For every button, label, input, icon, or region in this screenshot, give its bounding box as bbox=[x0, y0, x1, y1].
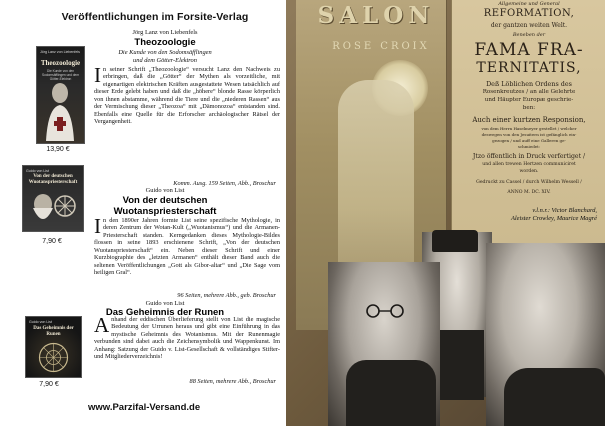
book-2-cover-author: Guido von List bbox=[26, 169, 49, 173]
book-3-price: 7,90 € bbox=[39, 381, 59, 388]
doc-line-17: und allen trewen Hertzen communiciret bbox=[482, 162, 576, 167]
poster-title: SALON bbox=[317, 2, 435, 29]
doc-line-20: ANNO M. DC. XIV. bbox=[507, 190, 551, 195]
book-3-title: Das Geheimnis der Runen bbox=[105, 307, 225, 318]
doc-line-13: deswegen von den Jesuitern ist gefänglich ein- bbox=[481, 132, 577, 137]
doc-line-9: und Häupter Europæ geschrie- bbox=[484, 97, 574, 103]
collage-image bbox=[286, 0, 605, 426]
doc-line-14: gezogen / und auff eine Galleren ge- bbox=[492, 138, 566, 143]
doc-line-10: ben: bbox=[522, 105, 536, 111]
caption-line-2: Aleister Crowley, Maurice Magré bbox=[510, 215, 597, 222]
book-1-cover-title: Theozoologie bbox=[40, 59, 81, 67]
doc-line-2: REFORMATION, bbox=[483, 8, 575, 19]
fama-fraternitatis-title-page bbox=[451, 0, 605, 268]
doc-line-7: Deß Löblichen Ordens des bbox=[486, 80, 572, 88]
monk-portrait-icon bbox=[44, 79, 76, 141]
book-1-subtitle-2: und dem Götter-Elektron bbox=[133, 57, 197, 64]
glasses-icon bbox=[362, 304, 408, 318]
book-1-meta: Komm. Ausg. 159 Seiten, Abb., Broschur bbox=[173, 180, 276, 187]
book-1-description bbox=[94, 63, 280, 172]
doc-line-19: Gedruckt zu Cassel / durch Wilhelm Wessell / bbox=[476, 180, 582, 185]
doc-line-8: Rosenkreutzes / an alle Gelehrte bbox=[482, 89, 576, 95]
doc-line-12: von dem Herrn Haselmeyer gestellet / welcher bbox=[481, 126, 577, 131]
doc-line-16: Jtzo öffentlich in Druck verfertiget / bbox=[472, 153, 586, 160]
doc-line-3: der gantzen weiten Welt. bbox=[490, 22, 568, 29]
book-3-meta: 88 Seiten, mehrere Abb., Broschur bbox=[189, 378, 276, 385]
book-1-subtitle-1: Die Kunde von den Sodomsäfflingen bbox=[118, 49, 212, 56]
book-3-description-text: nhand der eddischen Überlieferung stellt von List die magische Bedeutung der Urrunen heraus und gibt eine Einführung in das mystische Geheimnis des Wotanismus. Mit der Runenmagie verbunden sind dabei auch die Zeichensymbolik und Wappenkunst. Im Anhang: Satzung der Guido v. List-Gesellschaft & vollständiges Stifter- und Mitgliederverzeichnis! bbox=[94, 316, 280, 361]
book-1-cover[interactable] bbox=[36, 46, 85, 144]
book-2-cover-title: Von der deutschen Wuotanspriesterschaft bbox=[28, 174, 78, 185]
book-2-price: 7,90 € bbox=[42, 238, 62, 245]
book-2-dropcap: I bbox=[94, 214, 101, 238]
magre-suit bbox=[504, 368, 605, 426]
book-1-dropcap: I bbox=[94, 63, 101, 87]
book-2-author: Guido von List bbox=[145, 187, 185, 194]
book-3-description bbox=[94, 313, 280, 376]
rune-wheel-icon bbox=[37, 341, 70, 374]
doc-line-4: Beneben der bbox=[512, 32, 546, 38]
hat-icon bbox=[432, 230, 478, 252]
doc-line-18: worden. bbox=[519, 169, 539, 174]
blanchard-suit bbox=[346, 360, 436, 426]
book-2-description bbox=[94, 214, 280, 291]
book-3-cover[interactable] bbox=[25, 316, 82, 378]
publisher-header: Veröffentlichungen im Forsite-Verlag bbox=[61, 11, 249, 23]
book-3-dropcap: A bbox=[94, 313, 110, 337]
book-2-description-text: n den 1890er Jahren formte List seine spezifische Mythologie, in deren Zentrum der Wotan-Kult („Wuotanismus“) und die Armanen-Priesterschaft standen. Kerngedanken dieses Mythologie-Bildes flossen in seine 1893 erschienene Schrift, „Von der deutschen Wuotanspriesterschaft“ ein. Neben dieser Schrift und einer Kurzbiographie des „letzten Armanen“ enthält dieser Band auch die seltenen Veröffentlichungen „Gott als Gibor-altar“ und „Die Sage vom heiligen Gral“. bbox=[94, 217, 280, 277]
book-3-author: Guido von List bbox=[145, 300, 185, 307]
doc-line-5: FAMA FRA- bbox=[474, 40, 584, 60]
book-2-cover[interactable] bbox=[22, 165, 84, 232]
bearded-man-portrait-icon bbox=[27, 190, 79, 228]
book-1-description-text: n seiner Schrift „Theozoologie“ versucht Lanz den Nachweis zu erbringen, daß die „Götter“ der Mythen als vorzeitliche, mit eigenartigen elektrischen Kräften ausgestattete Wesen tatsächlich auf dieser Erde gelebt haben und daß die „höhere“ blonde Rasse körperlich von ihnen abstamme, während die Tiere und die „niederen Rassen“ aus der Vermischung dieser „Theozoa“ mit „Dämonozoa“ entstanden sind. Ebenfalls eine Quelle für die Erforscher archäologischer Rätsel der Vergangenheit. bbox=[94, 66, 280, 126]
doc-line-1: Allgemeine und General bbox=[498, 1, 560, 7]
poster-subtitle: ROSE CROIX bbox=[332, 41, 430, 52]
book-3-cover-title: Das Geheimnis der Runen bbox=[33, 326, 74, 337]
book-2-title-line-2: Wuotanspriesterschaft bbox=[113, 206, 217, 217]
book-1-cover-subtitle: Die Kunde von den Sodomsäfflingen und dem Götter-Elektron bbox=[42, 69, 79, 81]
doc-line-15: schmiedet: bbox=[517, 144, 541, 149]
book-1-price: 13,90 € bbox=[46, 146, 70, 153]
book-1-cover-author: Jörg Lanz von Liebenfels bbox=[40, 50, 80, 54]
book-3-cover-author: Guido von List bbox=[29, 320, 52, 324]
doc-line-6: TERNITATIS, bbox=[476, 60, 582, 76]
book-2-title-line-1: Von der deutschen bbox=[122, 195, 208, 206]
caption-line-1: v.l.n.r.: Victor Blanchard, bbox=[532, 207, 597, 214]
book-1-title: Theozoologie bbox=[134, 37, 196, 48]
book-2-meta: 96 Seiten, mehrere Abb., geb. Broschur bbox=[177, 292, 276, 299]
doc-line-11: Auch einer kurtzen Responsion, bbox=[472, 116, 586, 124]
book-1-author: Jörg Lanz von Liebenfels bbox=[132, 29, 198, 36]
photo-caption bbox=[511, 207, 597, 223]
catalog-left-page bbox=[0, 0, 286, 426]
website-url[interactable]: www.Parzifal-Versand.de bbox=[88, 402, 201, 413]
